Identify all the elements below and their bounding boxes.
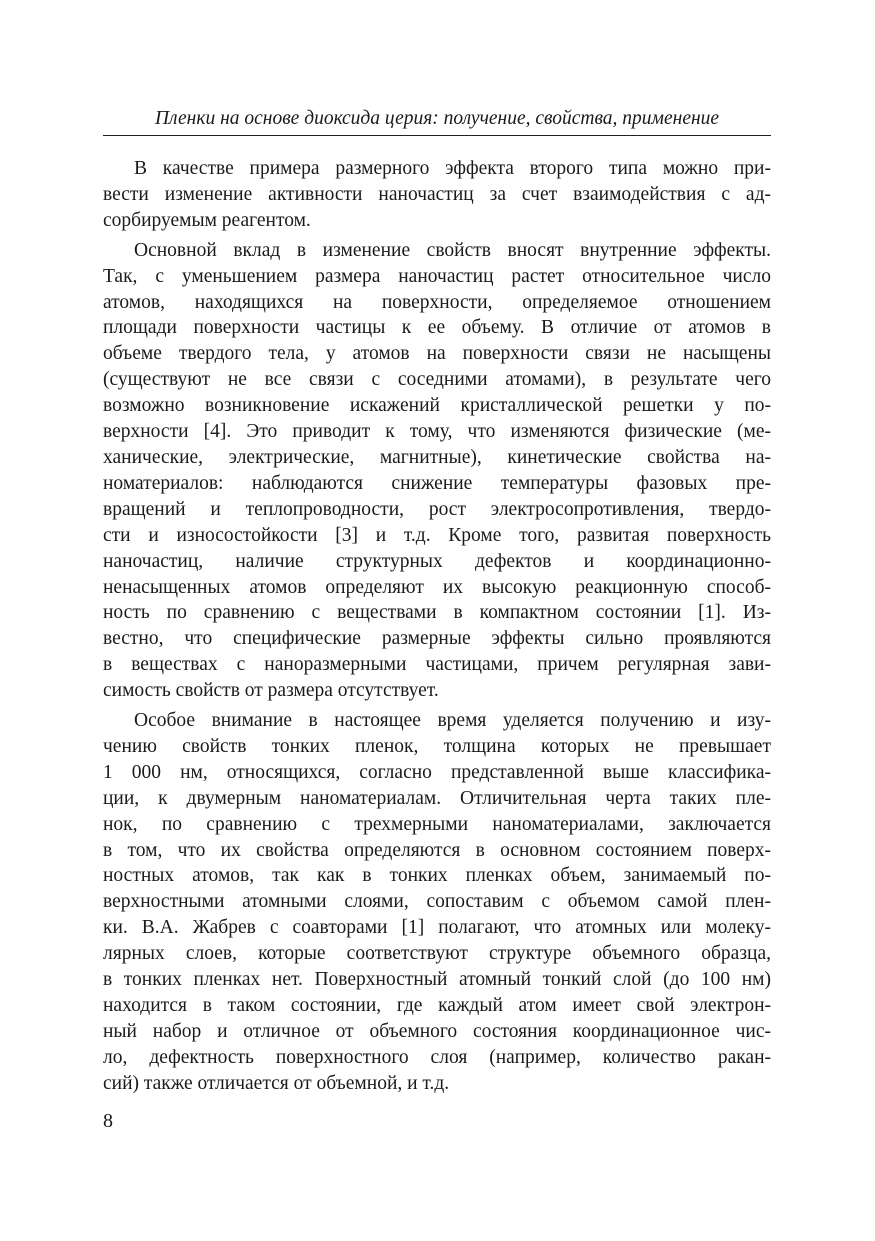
- header-rule: [103, 135, 771, 136]
- page-number: 8: [103, 1110, 113, 1132]
- text-line: объеме твердого тела, у атомов на поверхности связи не насыщены: [103, 343, 771, 365]
- text-line: ненасыщенных атомов определяют их высокую реакционную способ-: [103, 576, 771, 598]
- text-line: сий) также отличается от объемной, и т.д.: [103, 1072, 450, 1094]
- paragraph-1: [103, 156, 771, 234]
- text-line: ный набор и отличное от объемного состояния координационное чис-: [103, 1020, 771, 1042]
- text-line: площади поверхности частицы к ее объему. В отличие от атомов в: [103, 317, 771, 339]
- text-line: симость свойств от размера отсутствует.: [103, 680, 439, 702]
- text-line: ло, дефектность поверхностного слоя (например, количество ракан-: [103, 1046, 771, 1068]
- paragraph-3: [103, 708, 771, 1097]
- text-line: вращений и теплопроводности, рост электросопротивления, твердо-: [103, 498, 771, 520]
- text-line: в тонких пленках нет. Поверхностный атомный тонкий слой (до 100 нм): [103, 969, 771, 991]
- text-line: Особое внимание в настоящее время уделяется получению и изу-: [134, 710, 771, 732]
- text-line: ностных атомов, так как в тонких пленках объем, занимаемый по-: [103, 865, 771, 887]
- text-line: ханические, электрические, магнитные), кинетические свойства на-: [103, 446, 771, 468]
- text-line: ции, к двумерным наноматериалам. Отличительная черта таких пле-: [103, 787, 771, 809]
- text-line: сорбируемым реагентом.: [103, 209, 311, 231]
- text-line: находится в таком состоянии, где каждый атом имеет свой электрон-: [103, 995, 771, 1016]
- text-line: верхностными атомными слоями, сопоставим с объемом самой плен-: [103, 891, 771, 913]
- text-line: верхности [4]. Это приводит к тому, что изменяются физические (ме-: [103, 421, 771, 443]
- text-line: нок, по сравнению с трехмерными наноматериалами, заключается: [103, 813, 771, 835]
- text-line: чению свойств тонких пленок, толщина которых не превышает: [103, 735, 771, 757]
- text-line: Основной вклад в изменение свойств вносят внутренние эффекты.: [134, 239, 771, 261]
- text-line: вести изменение активности наночастиц за счет взаимодействия с ад-: [103, 183, 771, 205]
- body-text: [103, 156, 771, 1097]
- text-line: Так, с уменьшением размера наночастиц растет относительное число: [103, 265, 771, 287]
- text-line: в том, что их свойства определяются в основном состоянием поверх-: [103, 839, 771, 861]
- text-line: 1 000 нм, относящихся, согласно представленной выше классифика-: [103, 761, 771, 783]
- running-header: Пленки на основе диоксида церия: получение, свойства, применение: [154, 108, 720, 129]
- text-line: в веществах с наноразмерными частицами, причем регулярная зави-: [103, 654, 771, 676]
- text-line: возможно возникновение искажений кристаллической решетки у по-: [103, 395, 771, 417]
- text-line: атомов, находящихся на поверхности, определяемое отношением: [103, 291, 771, 313]
- text-line: наночастиц, наличие структурных дефектов и координационно-: [103, 550, 771, 572]
- text-line: ность по сравнению с веществами в компактном состоянии [1]. Из-: [103, 602, 771, 624]
- text-line: сти и износостойкости [3] и т.д. Кроме того, развитая поверхность: [103, 524, 771, 546]
- text-line: вестно, что специфические размерные эффекты сильно проявляются: [103, 628, 771, 650]
- text-line: ки. В.А. Жабрев с соавторами [1] полагают, что атомных или молеку-: [103, 917, 771, 939]
- text-line: номатериалов: наблюдаются снижение температуры фазовых пре-: [103, 472, 771, 494]
- paragraph-2: [103, 238, 771, 704]
- text-line: В качестве примера размерного эффекта второго типа можно при-: [134, 158, 771, 179]
- text-line: лярных слоев, которые соответствуют структуре объемного образца,: [103, 943, 771, 965]
- text-line: (существуют не все связи с соседними атомами), в результате чего: [103, 369, 771, 391]
